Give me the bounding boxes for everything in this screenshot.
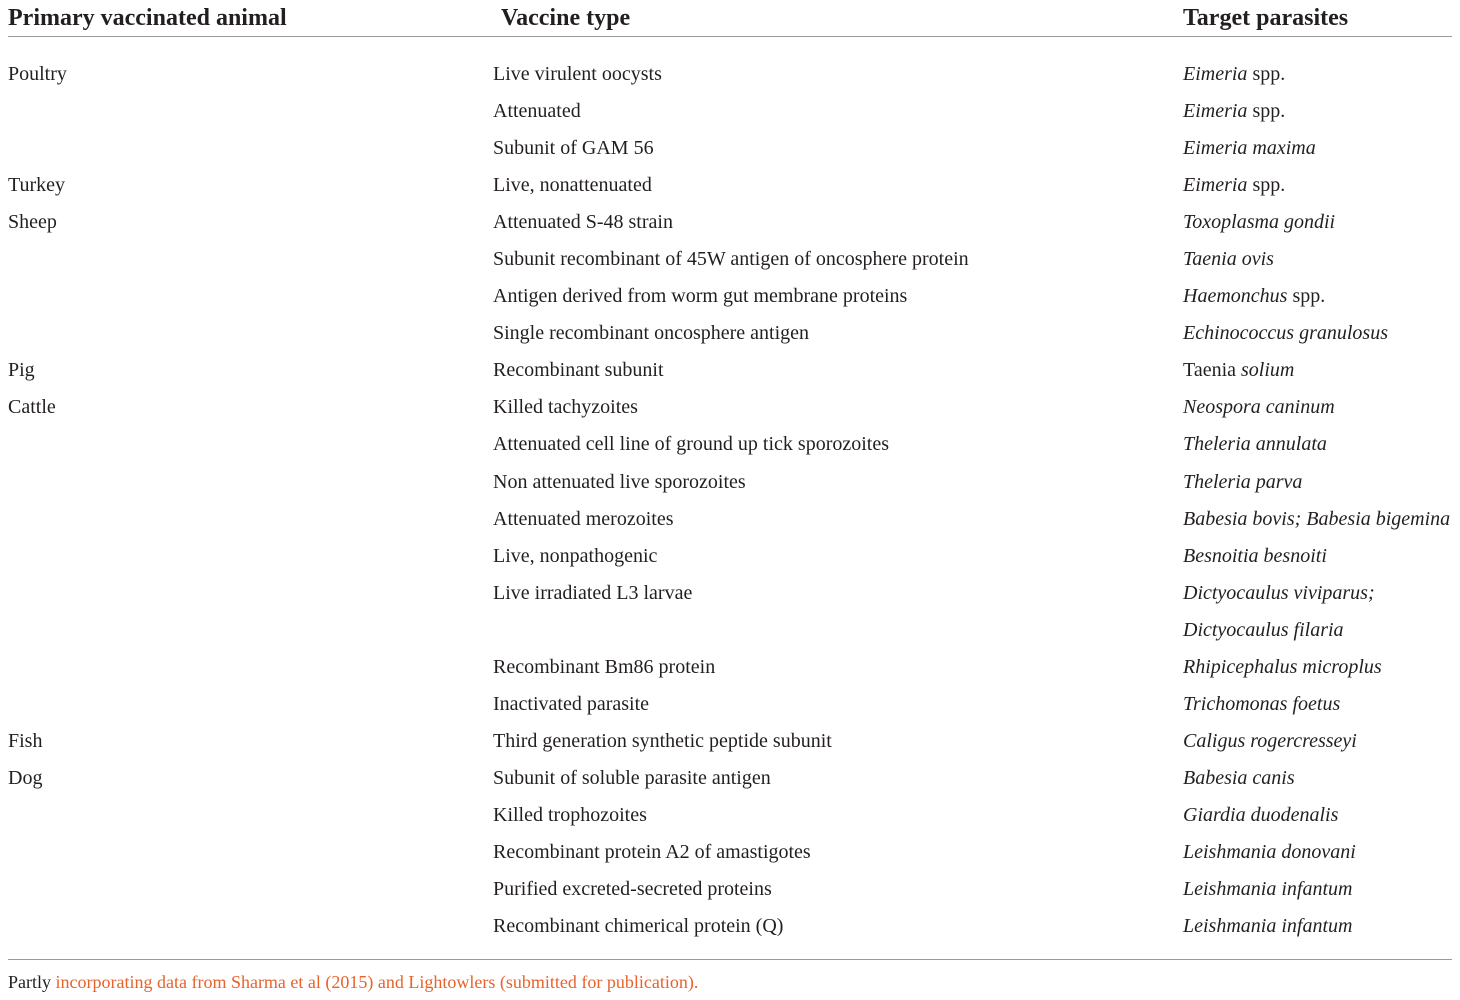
column-header-animal: Primary vaccinated animal — [8, 5, 287, 31]
table-row — [0, 834, 1460, 871]
target-species-name: Taenia ovis — [1183, 248, 1274, 271]
cell-animal: Sheep — [8, 211, 57, 234]
target-species-name: Eimeria — [1183, 174, 1248, 197]
table-row — [0, 204, 1460, 241]
cell-target-parasite — [1183, 834, 1356, 871]
table-row — [0, 315, 1460, 352]
table-row — [0, 908, 1460, 945]
target-suffix-text: spp. — [1247, 174, 1286, 197]
cell-vaccine-type: Recombinant Bm86 protein — [493, 655, 716, 678]
table-row — [0, 501, 1460, 538]
cell-vaccine-type: Recombinant protein A2 of amastigotes — [493, 840, 811, 863]
cell-target-parasite — [1183, 56, 1285, 93]
column-header-target-parasites: Target parasites — [1183, 5, 1349, 31]
table-header — [0, 0, 1460, 36]
table-row — [0, 241, 1460, 278]
cell-animal: Turkey — [8, 174, 66, 197]
table-row — [0, 797, 1460, 834]
table-row — [0, 723, 1460, 760]
target-suffix-text: spp. — [1287, 285, 1326, 308]
header-divider — [8, 36, 1452, 37]
footnote-prefix: Partly — [8, 972, 56, 992]
target-species-name: Eimeria — [1183, 100, 1248, 123]
target-species-name: Eimeria — [1183, 63, 1248, 85]
table-row — [0, 93, 1460, 130]
cell-vaccine-type: Third generation synthetic peptide subunit — [493, 729, 832, 752]
target-species-name: Dictyocaulus viviparus; — [1183, 581, 1375, 604]
target-species-name: Echinococcus granulosus — [1183, 322, 1388, 345]
cell-vaccine-type: Recombinant chimerical protein (Q) — [493, 915, 784, 938]
target-suffix-text: spp. — [1247, 100, 1286, 123]
cell-target-parasite — [1183, 612, 1344, 649]
cell-target-parasite — [1183, 130, 1316, 167]
cell-vaccine-type: Live, nonattenuated — [493, 174, 652, 197]
cell-target-parasite — [1183, 241, 1274, 278]
cell-target-parasite — [1183, 686, 1340, 723]
target-species-name: Dictyocaulus filaria — [1183, 618, 1344, 641]
footer-divider — [8, 959, 1452, 960]
target-species-name: Theleria parva — [1183, 470, 1303, 493]
cell-vaccine-type: Killed trophozoites — [493, 803, 647, 826]
cell-target-parasite — [1183, 389, 1335, 426]
cell-target-parasite — [1183, 723, 1357, 760]
cell-target-parasite — [1183, 575, 1375, 612]
cell-vaccine-type: Killed tachyzoites — [493, 396, 638, 419]
cell-animal: Dog — [8, 766, 43, 789]
cell-target-parasite — [1183, 315, 1388, 352]
cell-vaccine-type: Live virulent oocysts — [493, 63, 662, 85]
cell-vaccine-type: Non attenuated live sporozoites — [493, 470, 746, 493]
cell-animal: Cattle — [8, 396, 56, 419]
cell-vaccine-type: Recombinant subunit — [493, 359, 664, 382]
target-species-name: solium — [1241, 359, 1295, 382]
table-row — [0, 56, 1460, 93]
cell-target-parasite — [1183, 278, 1325, 315]
target-species-name: Eimeria maxima — [1183, 137, 1316, 160]
cell-vaccine-type: Subunit recombinant of 45W antigen of oncosphere protein — [493, 248, 969, 271]
target-species-name: Haemonchus — [1183, 285, 1288, 308]
cell-vaccine-type: Attenuated — [493, 100, 581, 123]
table-row — [0, 426, 1460, 463]
cell-vaccine-type: Subunit of soluble parasite antigen — [493, 766, 771, 789]
target-species-name: Giardia duodenalis — [1183, 803, 1339, 826]
cell-target-parasite — [1183, 649, 1382, 686]
target-species-name: Besnoitia besnoiti — [1183, 544, 1327, 567]
target-species-name: Leishmania infantum — [1183, 878, 1353, 901]
table-footnote — [8, 969, 698, 995]
table-row — [0, 686, 1460, 723]
target-species-name: Rhipicephalus microplus — [1183, 655, 1382, 678]
cell-target-parasite — [1183, 908, 1352, 945]
cell-target-parasite — [1183, 426, 1327, 463]
cell-target-parasite — [1183, 871, 1352, 908]
cell-vaccine-type: Single recombinant oncosphere antigen — [493, 322, 810, 345]
target-genus-text: Taenia — [1183, 359, 1242, 382]
cell-animal: Poultry — [8, 63, 67, 85]
table-row — [0, 130, 1460, 167]
target-species-name: Babesia canis — [1183, 766, 1295, 789]
target-species-name: Toxoplasma gondii — [1183, 211, 1336, 234]
cell-animal: Fish — [8, 729, 43, 752]
table-row — [0, 871, 1460, 908]
cell-vaccine-type: Live irradiated L3 larvae — [493, 581, 693, 604]
table-row — [0, 464, 1460, 501]
table-row — [0, 612, 1460, 649]
cell-target-parasite — [1183, 167, 1285, 204]
table-row — [0, 167, 1460, 204]
cell-vaccine-type: Antigen derived from worm gut membrane proteins — [493, 285, 908, 308]
cell-vaccine-type: Inactivated parasite — [493, 692, 650, 715]
table-row — [0, 760, 1460, 797]
target-suffix-text: spp. — [1247, 63, 1286, 85]
target-species-name: Leishmania donovani — [1183, 840, 1356, 863]
cell-target-parasite — [1183, 93, 1285, 130]
table-body — [0, 56, 1460, 945]
cell-vaccine-type: Subunit of GAM 56 — [493, 137, 654, 160]
cell-target-parasite — [1183, 538, 1327, 575]
target-species-name: Trichomonas foetus — [1183, 692, 1341, 715]
cell-target-parasite — [1183, 797, 1338, 834]
target-species-name: Babesia bovis; Babesia bigemina — [1183, 507, 1451, 530]
target-species-name: Caligus rogercresseyi — [1183, 729, 1357, 752]
cell-target-parasite — [1183, 760, 1295, 797]
cell-target-parasite — [1183, 352, 1294, 389]
table-row — [0, 538, 1460, 575]
footnote-reference-link[interactable]: incorporating data from Sharma et al (2015) and Lightowlers (submitted for publication). — [55, 972, 699, 992]
table-row — [0, 389, 1460, 426]
table-row — [0, 278, 1460, 315]
cell-target-parasite — [1183, 464, 1302, 501]
cell-vaccine-type: Attenuated S-48 strain — [493, 211, 673, 234]
target-species-name: Theleria annulata — [1183, 433, 1327, 456]
target-species-name: Neospora caninum — [1183, 396, 1335, 419]
cell-vaccine-type: Attenuated merozoites — [493, 507, 674, 530]
cell-vaccine-type: Purified excreted-secreted proteins — [493, 878, 772, 901]
cell-target-parasite — [1183, 501, 1450, 538]
cell-vaccine-type: Attenuated cell line of ground up tick sporozoites — [493, 433, 890, 456]
table-row — [0, 352, 1460, 389]
cell-vaccine-type: Live, nonpathogenic — [493, 544, 658, 567]
table-row — [0, 649, 1460, 686]
column-header-vaccine-type: Vaccine type — [501, 5, 631, 31]
target-species-name: Leishmania infantum — [1183, 915, 1353, 938]
cell-animal: Pig — [8, 359, 35, 382]
cell-target-parasite — [1183, 204, 1335, 241]
table-row — [0, 575, 1460, 612]
